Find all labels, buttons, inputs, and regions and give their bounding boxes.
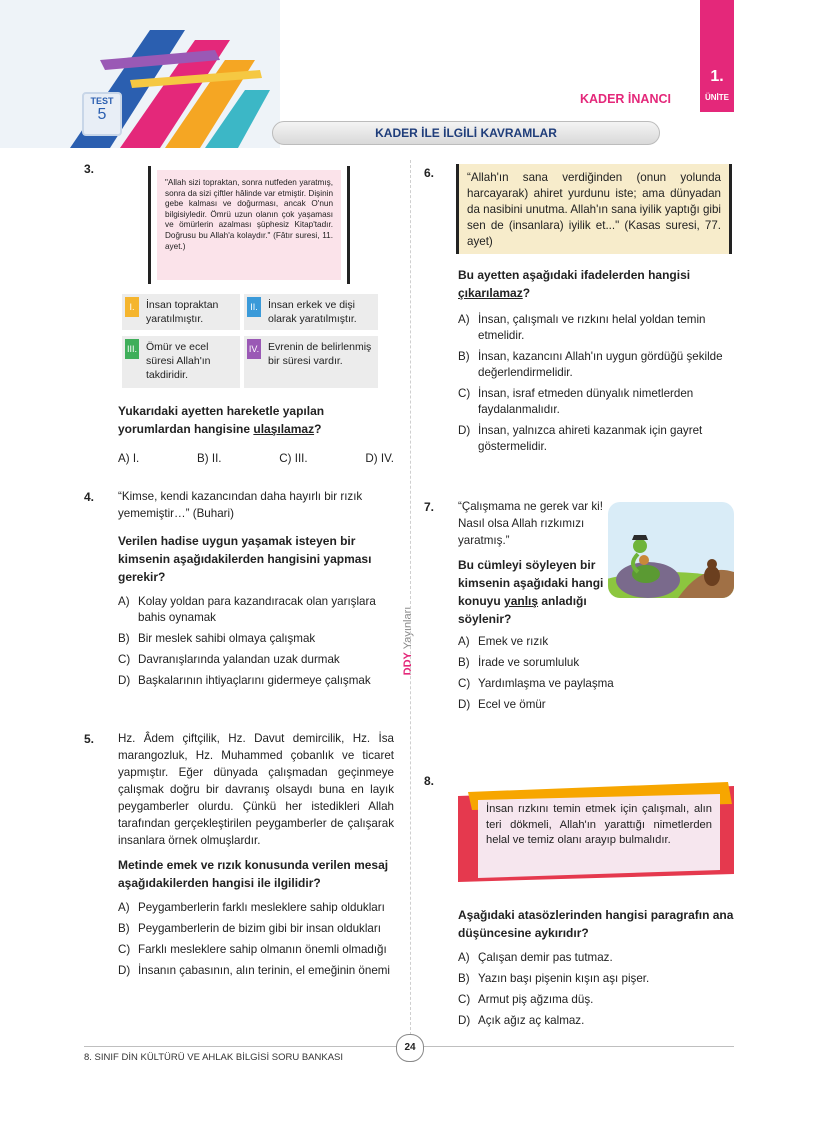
option-d[interactable] — [458, 697, 734, 713]
question-number: 8. — [424, 774, 435, 788]
option-letter: C) — [458, 993, 471, 1006]
option-text: İnsan, çalışmalı ve rızkını helal yoldan temin etmelidir. — [478, 313, 706, 342]
option-d[interactable] — [118, 673, 394, 689]
quote-text: "Allah sizi topraktan, sonra nutfeden yaratmış, sonra da sizi çiftler hâlinde var etmiştir. Dişinin gebe kalması ve doğurması, ancak O'nun bilgisiyledir. Ömrü uzun olanın çok yaşaması ve ömürlerin azalması şüphesiz Kitap'tadır. Doğrusu bu Allah'a kolaydır." (Fâtır suresi, 11. ayet.) — [165, 178, 333, 251]
option-letter: B) — [458, 972, 470, 985]
publisher-text: Yayınları — [402, 606, 414, 650]
option-letter: B) — [118, 922, 130, 935]
option-letter: A) — [118, 595, 130, 608]
section-title-bar — [272, 121, 660, 145]
option-a[interactable] — [458, 634, 734, 650]
roman-text: Ömür ve ecel süresi Allah'ın takdiridir. — [146, 341, 211, 381]
option-text: Açık ağız aç kalmaz. — [478, 1014, 585, 1027]
test-badge — [82, 92, 122, 136]
question-text: Hz. Âdem çiftçilik, Hz. Davut demircilik, Hz. İsa marangozluk, Hz. Muhammed çobanlık ve ticaret yapmıştır. Eğer dünyada çalışmadan geçinmeye çalışmak doğru bir davranış olsaydı buna en layık peygamberler olurdu. Çünkü her istedikleri Allah tarafından gerçekleştirilen peygamberler de çalışarak insanlara örnek olmuşlardır. — [118, 732, 394, 847]
test-number: 5 — [97, 106, 107, 123]
stem-pre: Bu ayetten aşağıdaki ifadelerden hangisi — [458, 268, 691, 282]
option-c[interactable] — [458, 676, 734, 692]
roman-item-4 — [244, 336, 378, 388]
option-text: Peygamberlerin de bizim gibi bir insan oldukları — [138, 922, 381, 935]
option-text: Çalışan demir pas tutmaz. — [478, 951, 613, 964]
option-a[interactable] — [458, 950, 734, 966]
option-text: İnsan, kazancını Allah'ın uygun gördüğü şekilde değerlendirmelidir. — [478, 350, 723, 379]
option-text: İnsanın çabasının, alın terinin, el emeğinin önemi — [138, 964, 390, 977]
stem-underlined: ulaşılamaz — [253, 422, 315, 436]
option-text: Davranışlarında yalandan uzak durmak — [138, 653, 340, 666]
option-letter: D) — [458, 424, 471, 437]
publisher-brand: DDY — [402, 652, 414, 676]
quote-box — [456, 164, 732, 254]
option-text: İnsan, israf etmeden dünyalık nimetlerden faydalanmalıdır. — [478, 387, 694, 416]
answer-options — [118, 452, 394, 465]
unit-title: KADER İNANCI — [580, 92, 671, 106]
option-b[interactable] — [118, 921, 394, 937]
option-letter: D) — [458, 698, 471, 711]
option-letter: D) — [118, 964, 131, 977]
option-text: İrade ve sorumluluk — [478, 656, 580, 669]
option-text: Peygamberlerin farklı mesleklere sahip oldukları — [138, 901, 385, 914]
option-b[interactable] — [118, 631, 394, 647]
option-c[interactable] — [118, 652, 394, 668]
option-letter: D) — [458, 1014, 471, 1027]
option-b[interactable] — [458, 349, 734, 381]
question-stem — [458, 556, 604, 628]
option-c[interactable] — [118, 942, 394, 958]
answer-options — [118, 900, 394, 984]
question-stem — [118, 402, 394, 438]
question-number: 7. — [424, 500, 435, 514]
option-letter: A) — [458, 313, 470, 326]
question-stem: Aşağıdaki atasözlerinden hangisi paragrafın ana düşüncesine aykırıdır? — [458, 908, 734, 940]
roman-label: II. — [247, 297, 261, 317]
roman-item-3 — [122, 336, 240, 388]
option-a[interactable] — [458, 312, 734, 344]
question-text: “Çalışmama ne gerek var ki! Nasıl olsa Allah rızkımızı yaratmış.” — [458, 500, 603, 547]
option-letter: A) — [458, 951, 470, 964]
option-letter: C) — [118, 943, 131, 956]
option-b[interactable] — [458, 971, 734, 987]
question-3 — [84, 162, 394, 482]
column-divider — [410, 160, 412, 1035]
option-text: Yardımlaşma ve paylaşma — [478, 677, 614, 690]
option-letter: D) — [118, 674, 131, 687]
stem-post: ? — [314, 422, 322, 436]
answer-options — [458, 950, 734, 1034]
test-label: TEST — [90, 96, 114, 106]
option-text: Başkalarının ihtiyaçlarını gidermeye çalışmak — [138, 674, 371, 687]
option-a[interactable] — [118, 594, 394, 626]
option-d[interactable] — [458, 1013, 734, 1029]
unit-number: 1. — [710, 68, 724, 85]
stem-underlined: çıkarılamaz — [458, 286, 523, 300]
option-text: İnsan, yalnızca ahireti kazanmak için gayret göstermelidir. — [478, 424, 703, 453]
question-number: 4. — [84, 490, 95, 504]
stem-post: anladığı söylenir? — [458, 594, 587, 626]
option-b[interactable]: B) II. — [197, 452, 222, 465]
section-title: KADER İLE İLGİLİ KAVRAMLAR — [375, 126, 557, 140]
question-number: 5. — [84, 732, 95, 746]
footer-book-title: 8. SINIF DİN KÜLTÜRÜ VE AHLAK BİLGİSİ SORU BANKASI — [84, 1052, 344, 1063]
option-c[interactable] — [458, 386, 734, 418]
option-text: Bir meslek sahibi olmaya çalışmak — [138, 632, 316, 645]
unit-label: ÜNİTE — [705, 93, 729, 102]
question-number: 6. — [424, 166, 435, 180]
option-letter: C) — [458, 387, 471, 400]
quote-box — [148, 166, 350, 284]
option-b[interactable] — [458, 655, 734, 671]
option-text: Kolay yoldan para kazandıracak olan yarışlara bahis oynamak — [138, 595, 376, 624]
question-text: “Kimse, kendi kazancından daha hayırlı bir rızık yememiştir…” (Buhari) — [118, 490, 363, 520]
answer-options — [118, 594, 394, 694]
answer-options — [458, 312, 734, 460]
roman-item-2 — [244, 294, 378, 330]
roman-label: III. — [125, 339, 139, 359]
option-letter: B) — [458, 350, 470, 363]
option-d[interactable]: D) IV. — [365, 452, 394, 465]
option-d[interactable] — [458, 423, 734, 455]
roman-text: İnsan erkek ve dişi olarak yaratılmıştır. — [268, 299, 357, 325]
question-stem — [458, 266, 734, 302]
option-letter: A) — [458, 635, 470, 648]
option-letter: A) — [118, 901, 130, 914]
option-text: Ecel ve ömür — [478, 698, 546, 711]
roman-text: İnsan topraktan yaratılmıştır. — [146, 299, 219, 325]
option-text: Armut piş ağzıma düş. — [478, 993, 594, 1006]
option-a[interactable]: A) I. — [118, 452, 140, 465]
answer-options — [458, 634, 734, 718]
info-box-text: İnsan rızkını temin etmek için çalışmalı, alın teri dökmeli, Allah'ın yarattığı nimetlerden helal ve temiz olanı arayıp bulmalıdır. — [486, 803, 712, 846]
publisher-side-label — [398, 600, 418, 690]
roman-text: Evrenin de belirlenmiş bir süresi vardır. — [268, 341, 372, 367]
option-text: Emek ve rızık — [478, 635, 549, 648]
option-letter: C) — [458, 677, 471, 690]
grasshopper-ant-illustration — [608, 502, 734, 598]
option-text: Yazın başı pişenin kışın aşı pişer. — [478, 972, 650, 985]
option-letter: C) — [118, 653, 131, 666]
roman-label: IV. — [247, 339, 261, 359]
stem-pre: Bu cümleyi söyleyen bir kimsenin aşağıdaki hangi konuyu — [458, 558, 604, 608]
info-box — [458, 778, 734, 888]
option-letter: B) — [458, 656, 470, 669]
option-c[interactable]: C) III. — [279, 452, 308, 465]
option-d[interactable] — [118, 963, 394, 979]
roman-label: I. — [125, 297, 139, 317]
option-letter: B) — [118, 632, 130, 645]
question-stem: Verilen hadise uygun yaşamak isteyen bir kimsenin aşağıdakilerden hangisini yapması gerekir? — [118, 534, 372, 584]
roman-item-1 — [122, 294, 240, 330]
page-number: 24 — [404, 1042, 416, 1053]
stem-pre: Yukarıdaki ayetten hareketle yapılan yorumlardan hangisine — [118, 404, 325, 436]
question-stem: Metinde emek ve rızık konusunda verilen mesaj aşağıdakilerden hangisi ile ilgilidir? — [118, 858, 389, 890]
option-a[interactable] — [118, 900, 394, 916]
page-number-badge — [396, 1034, 424, 1062]
question-number: 3. — [84, 162, 95, 176]
quote-text: “Allah'ın sana verdiğinden (onun yolunda harcayarak) ahiret yurdunu iste; ama dünyadan da nasibini unutma. Allah'ın sana iyilik yaptığı gibi sen de (insanlara) iyilik et..." (Kasas suresi, 77. ayet) — [467, 171, 721, 248]
stem-post: ? — [522, 286, 531, 300]
option-text: Farklı mesleklere sahip olmanın önemli olmadığı — [138, 943, 387, 956]
stem-underlined: yanlış — [504, 594, 539, 608]
option-c[interactable] — [458, 992, 734, 1008]
